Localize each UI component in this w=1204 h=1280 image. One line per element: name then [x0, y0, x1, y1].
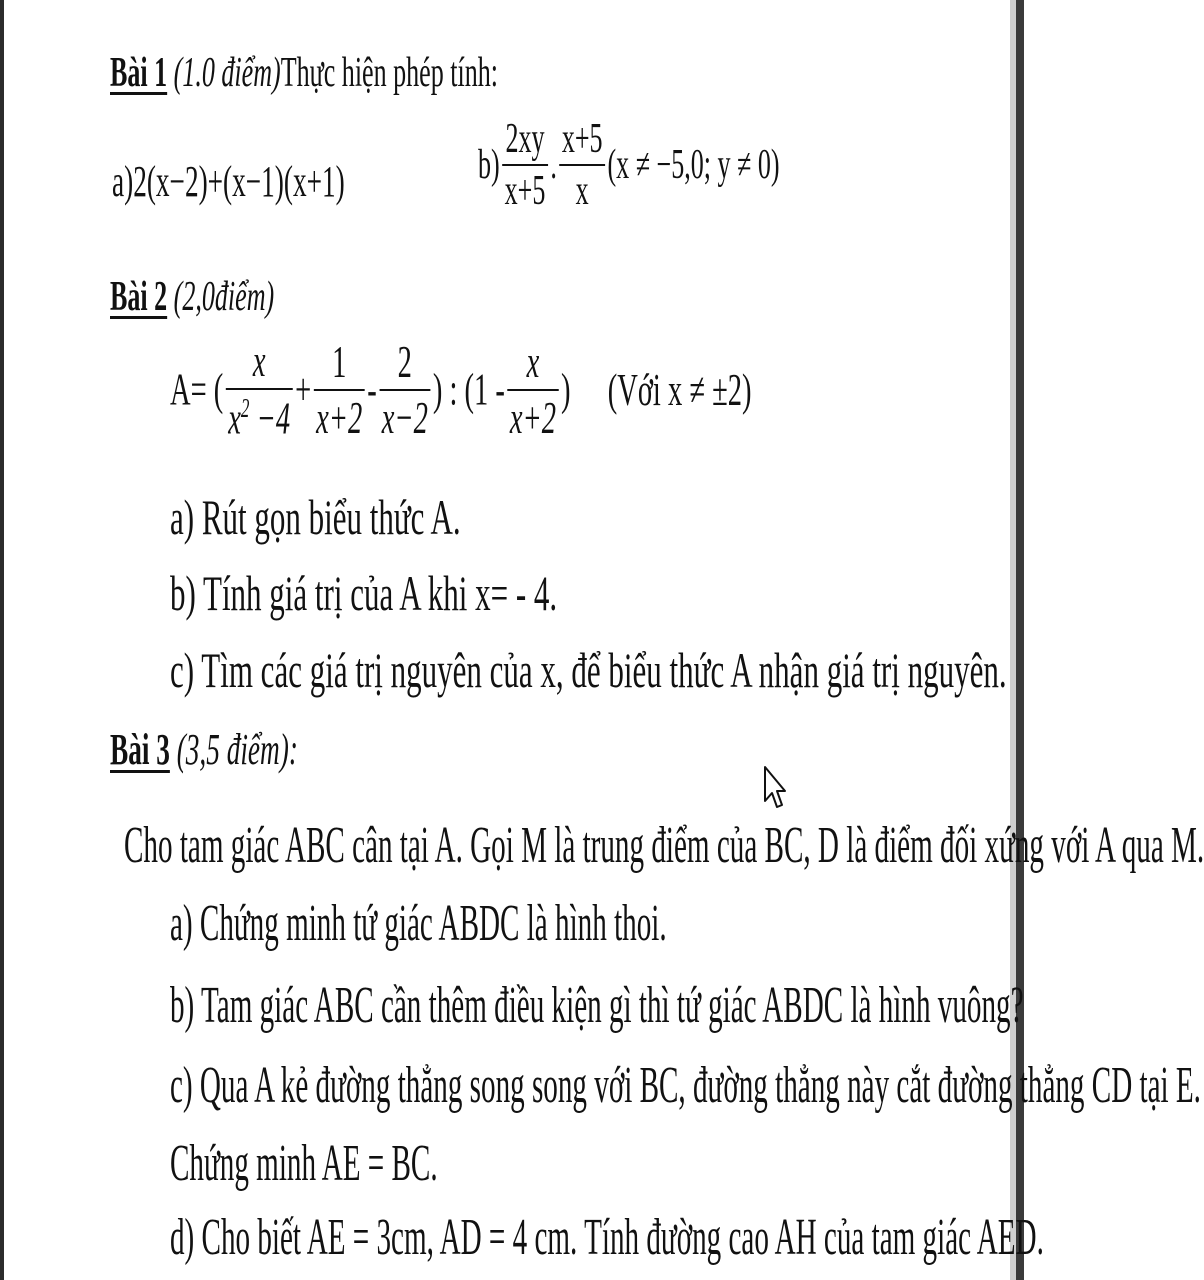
frac-numerator: x [507, 339, 558, 391]
bai1-part-b [478, 118, 780, 212]
bai1-heading-line [110, 52, 498, 94]
left-border [0, 0, 4, 1280]
bai2-points: (2,0điểm) [173, 274, 275, 320]
mouse-pointer-icon [763, 765, 787, 809]
frac-numerator: 2xy [502, 118, 548, 166]
formula-plus: + [295, 363, 312, 415]
bai1-heading: Bài 1 [110, 50, 168, 96]
bai3-heading-line [110, 725, 298, 774]
frac-denominator: x−2 [381, 391, 428, 443]
formula-fraction-2 [314, 335, 365, 443]
bai2-item-b: b) Tính giá trị của A khi x= - 4. [170, 565, 558, 621]
frac-denominator: $x^2 -4$ [228, 392, 291, 444]
frac-denominator: x+2 [316, 391, 363, 443]
bai1-part-a-label: a) [112, 157, 134, 206]
bai1-b-dot: . [550, 142, 557, 188]
frac-numerator: x+5 [559, 118, 605, 166]
formula-condition: (Với x ≠ ±2) [607, 363, 752, 415]
frac-numerator: 2 [379, 339, 430, 391]
bai3-item-a: a) Chứng minh tứ giác ABDC là hình thoi. [170, 895, 667, 952]
formula-fraction-4 [507, 335, 558, 443]
bai3-item-b: b) Tam giác ABC cần thêm điều kiện gì thì tứ giác ABDC là hình vuông? [170, 977, 1024, 1034]
frac-denominator: x+5 [504, 168, 546, 214]
bai3-heading: Bài 3 [110, 725, 170, 774]
bai2-item-a: a) Rút gọn biểu thức A. [170, 489, 461, 545]
bai1-part-a [112, 157, 345, 206]
frac-denominator: x [575, 168, 589, 214]
frac-numerator: 1 [314, 339, 365, 391]
bai1-b-condition: (x ≠ −5,0; y ≠ 0) [607, 142, 780, 188]
bai3-item-c-cont: Chứng minh AE = BC. [170, 1135, 438, 1192]
bai3-item-d: d) Cho biết AE = 3cm, AD = 4 cm. Tính đường cao AH của tam giác AED. [170, 1209, 1044, 1266]
formula-close: ) [561, 363, 571, 415]
bai3-item-c: c) Qua A kẻ đường thẳng song song với BC, đường thẳng này cắt đường thẳng CD tại E. [170, 1057, 1201, 1114]
formula-mid: ) : (1 - [432, 363, 505, 415]
bai2-heading: Bài 2 [110, 274, 168, 320]
formula-fraction-1 [226, 335, 293, 444]
bai3-points: (3,5 điểm): [176, 725, 298, 774]
formula-fraction-3 [379, 335, 430, 443]
frac-numerator: x [226, 338, 293, 390]
frac-denominator: x+2 [509, 391, 557, 443]
bai1-b-fraction-1 [502, 118, 548, 212]
formula-minus: - [367, 363, 377, 415]
bai1-part-a-expr: 2(x−2)+(x−1)(x+1) [133, 157, 345, 206]
bai1-b-fraction-2 [559, 118, 605, 212]
bai1-tail: Thực hiện phép tính: [280, 50, 499, 96]
formula-lhs: A= ( [170, 363, 224, 415]
bai2-item-c: c) Tìm các giá trị nguyên của x, để biểu thức A nhận giá trị nguyên. [170, 642, 1007, 698]
bai3-intro: Cho tam giác ABC cân tại A. Gọi M là trung điểm của BC, D là điểm đối xứng với A qua M. [124, 817, 1204, 874]
bai1-part-b-label: b) [478, 142, 500, 188]
bai2-heading-line [110, 276, 274, 318]
bai2-formula [170, 335, 752, 444]
bai1-points: (1.0 điểm) [173, 50, 281, 96]
